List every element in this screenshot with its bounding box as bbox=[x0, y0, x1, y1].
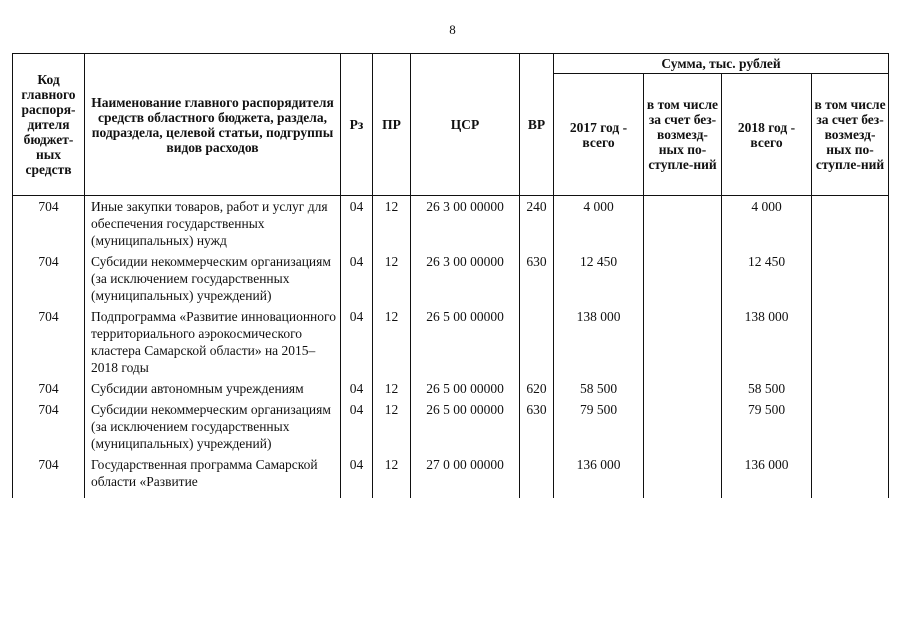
page-number: 8 bbox=[449, 22, 456, 37]
table-row bbox=[13, 251, 889, 306]
cell-2017-total: 58 500 bbox=[554, 378, 644, 399]
table-header bbox=[13, 54, 889, 196]
cell-rz: 04 bbox=[341, 306, 373, 378]
cell-2017-free bbox=[644, 378, 722, 399]
table-row bbox=[13, 399, 889, 454]
cell-pr: 12 bbox=[373, 378, 411, 399]
cell-2018-free bbox=[812, 196, 889, 252]
header-sum-group: Сумма, тыс. рублей bbox=[554, 54, 889, 74]
budget-table bbox=[12, 53, 889, 498]
cell-rz: 04 bbox=[341, 454, 373, 498]
cell-2017-free bbox=[644, 454, 722, 498]
cell-csr: 26 5 00 00000 bbox=[411, 378, 520, 399]
cell-vr: 620 bbox=[520, 378, 554, 399]
cell-csr: 27 0 00 00000 bbox=[411, 454, 520, 498]
table-row bbox=[13, 306, 889, 378]
header-vr: ВР bbox=[520, 54, 554, 196]
header-pr: ПР bbox=[373, 54, 411, 196]
cell-csr: 26 5 00 00000 bbox=[411, 306, 520, 378]
cell-code: 704 bbox=[13, 196, 85, 252]
cell-2018-free bbox=[812, 454, 889, 498]
cell-2018-total: 12 450 bbox=[722, 251, 812, 306]
table-row bbox=[13, 378, 889, 399]
header-name: Наименование главного распорядителя средств областного бюджета, раздела, подраздела, целевой статьи, подгруппы видов расходов bbox=[85, 54, 341, 196]
header-2017-free: в том числе за счет без-возмезд-ных по-ступле-ний bbox=[644, 74, 722, 196]
cell-2017-free bbox=[644, 399, 722, 454]
cell-pr: 12 bbox=[373, 306, 411, 378]
cell-name: Подпрограмма «Развитие инновационного территориального аэрокосмического кластера Самарской области» на 2015–2018 годы bbox=[85, 306, 341, 378]
cell-2017-total: 136 000 bbox=[554, 454, 644, 498]
cell-name: Государственная программа Самарской области «Развитие bbox=[85, 454, 341, 498]
cell-vr: 630 bbox=[520, 251, 554, 306]
cell-name: Субсидии автономным учреждениям bbox=[85, 378, 341, 399]
header-2018-total: 2018 год - всего bbox=[722, 74, 812, 196]
cell-2018-free bbox=[812, 378, 889, 399]
table-row bbox=[13, 454, 889, 498]
cell-csr: 26 3 00 00000 bbox=[411, 251, 520, 306]
cell-rz: 04 bbox=[341, 378, 373, 399]
cell-2018-total: 79 500 bbox=[722, 399, 812, 454]
cell-name: Субсидии некоммерческим организациям (за исключением государственных (муниципальных) учреждений) bbox=[85, 251, 341, 306]
cell-name: Субсидии некоммерческим организациям (за исключением государственных (муниципальных) учреждений) bbox=[85, 399, 341, 454]
header-rz: Рз bbox=[341, 54, 373, 196]
cell-2018-total: 4 000 bbox=[722, 196, 812, 252]
cell-code: 704 bbox=[13, 378, 85, 399]
table-body bbox=[13, 196, 889, 499]
header-2017-total: 2017 год - всего bbox=[554, 74, 644, 196]
cell-2017-free bbox=[644, 306, 722, 378]
cell-2018-free bbox=[812, 399, 889, 454]
cell-pr: 12 bbox=[373, 251, 411, 306]
cell-vr bbox=[520, 306, 554, 378]
cell-vr: 240 bbox=[520, 196, 554, 252]
cell-pr: 12 bbox=[373, 196, 411, 252]
cell-2017-total: 138 000 bbox=[554, 306, 644, 378]
cell-2017-free bbox=[644, 251, 722, 306]
cell-2017-total: 12 450 bbox=[554, 251, 644, 306]
cell-csr: 26 5 00 00000 bbox=[411, 399, 520, 454]
cell-rz: 04 bbox=[341, 399, 373, 454]
cell-code: 704 bbox=[13, 251, 85, 306]
cell-2018-total: 58 500 bbox=[722, 378, 812, 399]
cell-code: 704 bbox=[13, 454, 85, 498]
header-csr: ЦСР bbox=[411, 54, 520, 196]
cell-2018-total: 138 000 bbox=[722, 306, 812, 378]
cell-vr bbox=[520, 454, 554, 498]
cell-2017-total: 79 500 bbox=[554, 399, 644, 454]
cell-rz: 04 bbox=[341, 251, 373, 306]
header-2018-free: в том числе за счет без-возмезд-ных по-ступле-ний bbox=[812, 74, 889, 196]
cell-code: 704 bbox=[13, 306, 85, 378]
cell-csr: 26 3 00 00000 bbox=[411, 196, 520, 252]
cell-code: 704 bbox=[13, 399, 85, 454]
table-row bbox=[13, 196, 889, 252]
cell-2017-total: 4 000 bbox=[554, 196, 644, 252]
cell-2018-total: 136 000 bbox=[722, 454, 812, 498]
cell-pr: 12 bbox=[373, 399, 411, 454]
cell-2018-free bbox=[812, 251, 889, 306]
cell-2018-free bbox=[812, 306, 889, 378]
cell-rz: 04 bbox=[341, 196, 373, 252]
header-code: Код главного распоря-дителя бюджет-ных средств bbox=[13, 54, 85, 196]
cell-name: Иные закупки товаров, работ и услуг для обеспечения государственных (муниципальных) нужд bbox=[85, 196, 341, 252]
cell-2017-free bbox=[644, 196, 722, 252]
cell-vr: 630 bbox=[520, 399, 554, 454]
cell-pr: 12 bbox=[373, 454, 411, 498]
